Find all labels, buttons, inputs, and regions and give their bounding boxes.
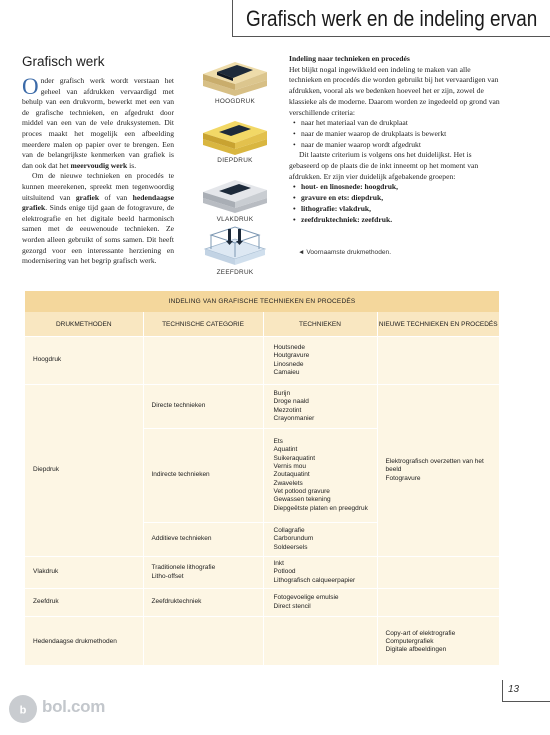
table-cell: Traditionele lithografie Litho-offset: [143, 557, 263, 589]
subsection-heading: Indeling naar technieken en procedés: [289, 54, 410, 63]
table-cell: Directe technieken: [143, 385, 263, 429]
page-number: 13: [508, 684, 520, 695]
illustration-label: DIEPDRUK: [217, 157, 253, 164]
table-cell: Fotogevoelige emulsie Direct stencil: [263, 589, 377, 617]
table-cell: Zeefdruk: [25, 589, 143, 617]
table-cell: [377, 589, 499, 617]
table-header-cell: NIEUWE TECHNIEKEN EN PROCEDÉS: [377, 312, 499, 337]
figure-caption: ◄ Voornaamste drukmethoden.: [298, 249, 392, 256]
table-row: [25, 589, 499, 617]
table-cell: Zeefdruktechniek: [143, 589, 263, 617]
groups-list: [289, 182, 501, 225]
header-rule-horizontal: [232, 36, 550, 37]
header-rule-vertical: [232, 0, 233, 36]
table-cell: Burijn Droge naald Mezzotint Crayonmanier: [263, 385, 377, 429]
watermark-text: bol.com: [42, 697, 106, 716]
list-item: • naar de manier waarop wordt afgedrukt: [301, 140, 501, 151]
table-cell: Houtsnede Houtgravure Linosnede Camaieu: [263, 337, 377, 385]
planographic-print-icon: [199, 170, 271, 214]
table-caption: INDELING VAN GRAFISCHE TECHNIEKEN EN PROCEDÉS: [25, 291, 499, 312]
intro-paragraph-2: Om de nieuwe technieken en procedés te kunnen meerekenen, spreekt men tegenwoordig uitsluitend van grafiek of van hedendaagse grafiek. Sinds enige tijd gaan de fotogravure, de elektrografie en het digitale beeld harmonisch samen met de eeuwenoude technieken. Ze worden alleen gebruikt of soms samen. Dit heeft gezorgd voor een interessante herziening en modernisering van het begrip grafisch werk.: [22, 171, 174, 266]
page-number-rule: [502, 680, 503, 702]
illustration-label: HOOGDRUK: [214, 98, 256, 105]
table-cell: [377, 557, 499, 589]
table-cell: Additieve technieken: [143, 523, 263, 557]
table-row: [25, 385, 499, 429]
list-item: • naar het materiaal van de drukplaat: [301, 118, 501, 129]
list-item: • hout- en linosnede: hoogdruk,: [301, 182, 501, 193]
intaglio-print-icon: [199, 111, 271, 155]
table-header-cell: TECHNIEKEN: [263, 312, 377, 337]
table-cell: Indirecte technieken: [143, 429, 263, 523]
criteria-list: [289, 118, 501, 150]
table-row: [25, 337, 499, 385]
table-cell: Hoogdruk: [25, 337, 143, 385]
illustration-label: ZEEFDRUK: [216, 269, 254, 276]
page-title: Grafisch werk en de indeling ervan: [246, 6, 538, 31]
table-cell: [377, 337, 499, 385]
table-cell: Diepdruk: [25, 385, 143, 557]
table-row: [25, 557, 499, 589]
list-item: • naar de manier waarop de drukplaats is bewerkt: [301, 129, 501, 140]
diepdruk-illustration: [196, 111, 274, 164]
zeefdruk-illustration: [196, 225, 274, 276]
table-cell: Inkt Potlood Lithografisch calqueerpapier: [263, 557, 377, 589]
table-cell: Collagrafie Carborundum Soldeersels: [263, 523, 377, 557]
list-item: • gravure en ets: diepdruk,: [301, 193, 501, 204]
vlakdruk-illustration: [196, 170, 274, 223]
techniques-table-panel: [25, 291, 499, 665]
classification-intro: Het blijkt nogal ingewikkeld een indeling te maken van alle technieken en procedés die worden gebruikt bij het vervaardigen van afdrukken, vooral als we bedenken hoeveel het er zijn, zowel de klassieke als de moderne. Daarom worden ze ingedeeld op grond van verschillende criteria:: [289, 64, 500, 117]
list-item: • zeefdruktechniek: zeefdruk.: [301, 215, 501, 226]
list-item: • lithografie: vlakdruk,: [301, 204, 501, 215]
page-number-rule-horizontal: [502, 701, 550, 702]
techniques-table: [25, 291, 499, 668]
table-row: [25, 617, 499, 668]
section-heading: Grafisch werk: [22, 54, 105, 69]
intro-paragraph-1: Onder grafisch werk wordt verstaan het geheel van afdrukken vervaardigd met behulp van een drukvorm, bewerkt met een van de grafische technieken, en afgedrukt door middel van een van de vele druksystemen. Dit proces maakt het mogelijk een afbeelding meerdere malen op papier over te brengen. Een van de belangrijkste kenmerken van grafiek is dan ook dat het meervoudig werk is.: [22, 74, 174, 170]
screen-print-icon: [199, 225, 271, 267]
table-cell: [263, 617, 377, 668]
bol-logo-icon: [8, 694, 38, 724]
table-header-cell: DRUKMETHODEN: [25, 312, 143, 337]
table-cell: Vlakdruk: [25, 557, 143, 589]
relief-print-icon: [199, 52, 271, 96]
svg-text:b: b: [19, 704, 27, 717]
table-cell: Hedendaagse drukmethoden: [25, 617, 143, 668]
table-cell: [143, 337, 263, 385]
intro-text: [22, 76, 174, 267]
hoogdruk-illustration: [196, 52, 274, 105]
classification-para-2: Dit laatste criterium is volgens ons het duidelijkst. Het is gebaseerd op de plaats die de inkt inneemt op het moment van afdrukken. Er zijn vier duidelijk afgebakende groepen:: [289, 150, 479, 181]
table-cell: Elektrografisch overzetten van het beeld Fotogravure: [377, 385, 499, 557]
illustration-label: VLAKDRUK: [216, 216, 254, 223]
table-cell: [143, 617, 263, 668]
table-cell: Ets Aquatint Suikeraquatint Vernis mou Zoutaquatint Zwavelets Vet potlood gravure Gewassen tekening Diepgeëtste platen en preegdruk: [263, 429, 377, 523]
drop-cap: O: [22, 74, 39, 99]
table-header-cell: TECHNISCHE CATEGORIE: [143, 312, 263, 337]
classification-text: [289, 54, 501, 225]
table-cell: Copy-art of elektrografie Computergrafiek Digitale afbeeldingen: [377, 617, 499, 668]
